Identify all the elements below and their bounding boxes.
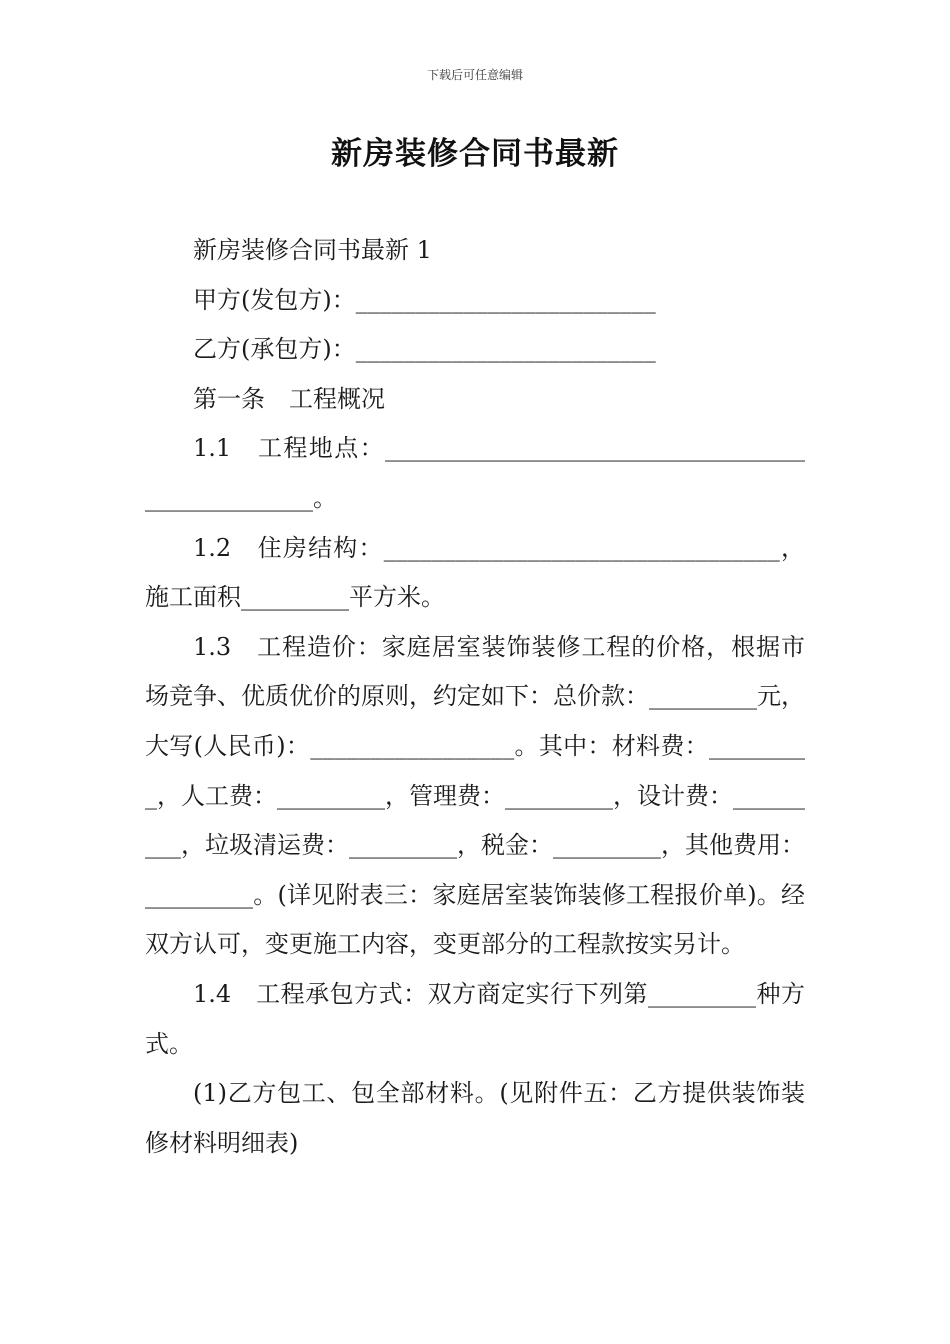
paragraph-party-b: 乙方(承包方)：_________________________ xyxy=(193,335,656,364)
paragraph-1-1: 1.1 工程地点：_________________________________________________。 xyxy=(145,434,805,512)
document-title: 新房装修合同书最新 xyxy=(331,136,619,172)
paragraph-party-a: 甲方(发包方)：_________________________ xyxy=(193,285,656,314)
paragraph-article-1: 第一条 工程概况 xyxy=(193,384,385,413)
paragraph-subtitle: 新房装修合同书最新 1 xyxy=(193,236,432,264)
header-note: 下载后可任意编辑 xyxy=(426,68,523,82)
paragraph-1-3: 1.3 工程造价：家庭居室装饰装修工程的价格，根据市场竞争、优质优价的原则，约定如下：总价款：_________元，大写(人民币)：_________________。其中：材料费：_________，人工费：_________，管理费：_________，设计费：_________，垃圾清运费：_________，税金：_________，其他费用：_________。(详见附表三：家庭居室装饰装修工程报价单)。经双方认可，变更施工内容，变更部分的工程款按实另计。 xyxy=(145,632,805,959)
document-body xyxy=(145,226,805,1168)
paragraph-1-4: 1.4 工程承包方式：双方商定实行下列第_________种方式。 xyxy=(145,979,805,1058)
paragraph-option-1: (1)乙方包工、包全部材料。(见附件五：乙方提供装饰装修材料明细表) xyxy=(145,1079,805,1157)
paragraph-1-2: 1.2 住房结构：_________________________________，施工面积_________平方米。 xyxy=(145,533,805,612)
